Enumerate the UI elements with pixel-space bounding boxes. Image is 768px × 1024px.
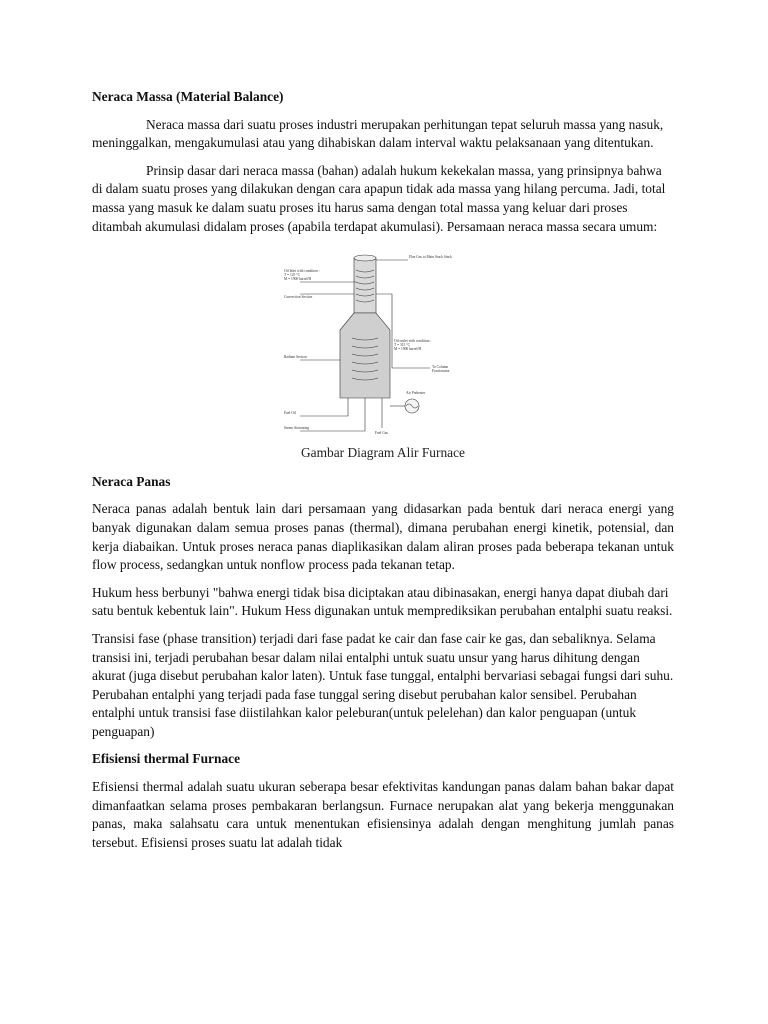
- furnace-body: [340, 313, 390, 398]
- label-fuel-oil: Fuel Oil: [284, 411, 296, 416]
- paragraph: Efisiensi thermal adalah suatu ukuran seberapa besar efektivitas kandungan panas dalam bahan bakar dapat dimanfaatkan selama proses pembakaran berlangsun. Furnace nerupakan alat yang bekerja menggunakan panas, maka salahsatu cara untuk menentukan efisiensinya adalah dengan menghitung jumlah panas tersebut. Efisiensi proses suatu lat adalah tidak: [92, 779, 674, 850]
- label-oil-outlet-m: M = 1900 barrel/H: [394, 347, 422, 352]
- stack-top: [354, 255, 376, 261]
- label-oil-inlet: Oil Inlet with condition :: [284, 269, 320, 274]
- label-oil-outlet: Oil outlet with condition :: [394, 339, 432, 344]
- burner-pipes: [348, 398, 382, 423]
- label-convection: Convection Section: [284, 295, 313, 300]
- figure-caption: Gambar Diagram Alir Furnace: [301, 445, 465, 461]
- label-to-column: To Column: [432, 365, 449, 370]
- section-title-neraca-massa: Neraca Massa (Material Balance): [92, 89, 284, 104]
- label-fuel-gas: Fuel Gas: [375, 431, 388, 436]
- label-fractionator: Fractionator: [432, 369, 450, 374]
- furnace-diagram: [92, 248, 674, 438]
- label-air-preheater: Air Preheater: [406, 391, 426, 396]
- paragraph: Neraca massa dari suatu proses industri merupakan perhitungan tepat seluruh massa yang nasuk, meninggalkan, mengakumulasi atau yang dihabiskan dalam interval waktu pelaksanaan yang ditentukan.: [92, 116, 664, 151]
- paragraph: Transisi fase (phase transition) terjadi dari fase padat ke cair dan fase cair ke gas, dan sebaliknya. Selama transisi ini, terjadi perubahan besar dalam nilai entalphi untuk suatu unsur yang harus dihitung dengan akurat (juga disebut perubahan kalor laten). Untuk fase tunggal, entalphi bervariasi sebagai fungsi dari suhu. Perubahan entalphi yang terjadi pada fase tunggal sering disebut perubahan kalor sensibel. Perubahan entalphi untuk transisi fase diistilahkan kalor peleburan(untuk pelelehan) dan kalor penguapan (untuk penguapan): [92, 630, 674, 739]
- section-title-neraca-panas: Neraca Panas: [92, 473, 171, 489]
- document-page: [92, 88, 674, 861]
- label-oil-inlet-m: M = 1900 barrel/H: [284, 277, 312, 282]
- fuel-oil-line: [300, 410, 348, 416]
- steam-line: [300, 423, 365, 431]
- label-radiant: Radiant Section: [284, 355, 307, 360]
- paragraph: Prinsip dasar dari neraca massa (bahan) adalah hukum kekekalan massa, yang prinsipnya bahwa di dalam suatu proses yang dilakukan dengan cara apapun tidak ada massa yang hilang percuma. Jadi, total massa yang masuk ke dalam suatu proses itu harus sama dengan total massa yang keluar dari proses ditambah akumulasi didalam proses (apabila terdapat akumulasi). Persamaan neraca massa secara umum:: [92, 162, 666, 234]
- section-title-efisiensi: Efisiensi thermal Furnace: [92, 751, 241, 767]
- label-flue-gas: Flue Gas to Main Stack Stack: [409, 255, 452, 260]
- stack-shape: [354, 258, 376, 313]
- label-steam: Steam Atomizing: [284, 426, 310, 431]
- paragraph: Neraca panas adalah bentuk lain dari persamaan yang didasarkan pada bentuk dari neraca energi yang banyak digunakan dalam semua proses panas (thermal), dimana perubahan energi kinetik, potensial, dan kerja diabaikan. Untuk proses neraca panas diaplikasikan dalam aliran proses pada beberapa tekanan untuk flow process, sedangkan untuk nonflow process pada tekanan tetap.: [92, 501, 674, 573]
- label-oil-outlet-t: T = 315 °C: [394, 343, 411, 348]
- label-oil-inlet-t: T = 125 °C: [284, 273, 301, 278]
- furnace-diagram-svg: [280, 248, 480, 438]
- paragraph: Hukum hess berbunyi "bahwa energi tidak bisa diciptakan atau dibinasakan, energi hanya dapat diubah dari satu bentuk kebentuk lain". Hukum Hess digunakan untuk memprediksikan perubahan entalphi suatu reaksi.: [92, 584, 673, 619]
